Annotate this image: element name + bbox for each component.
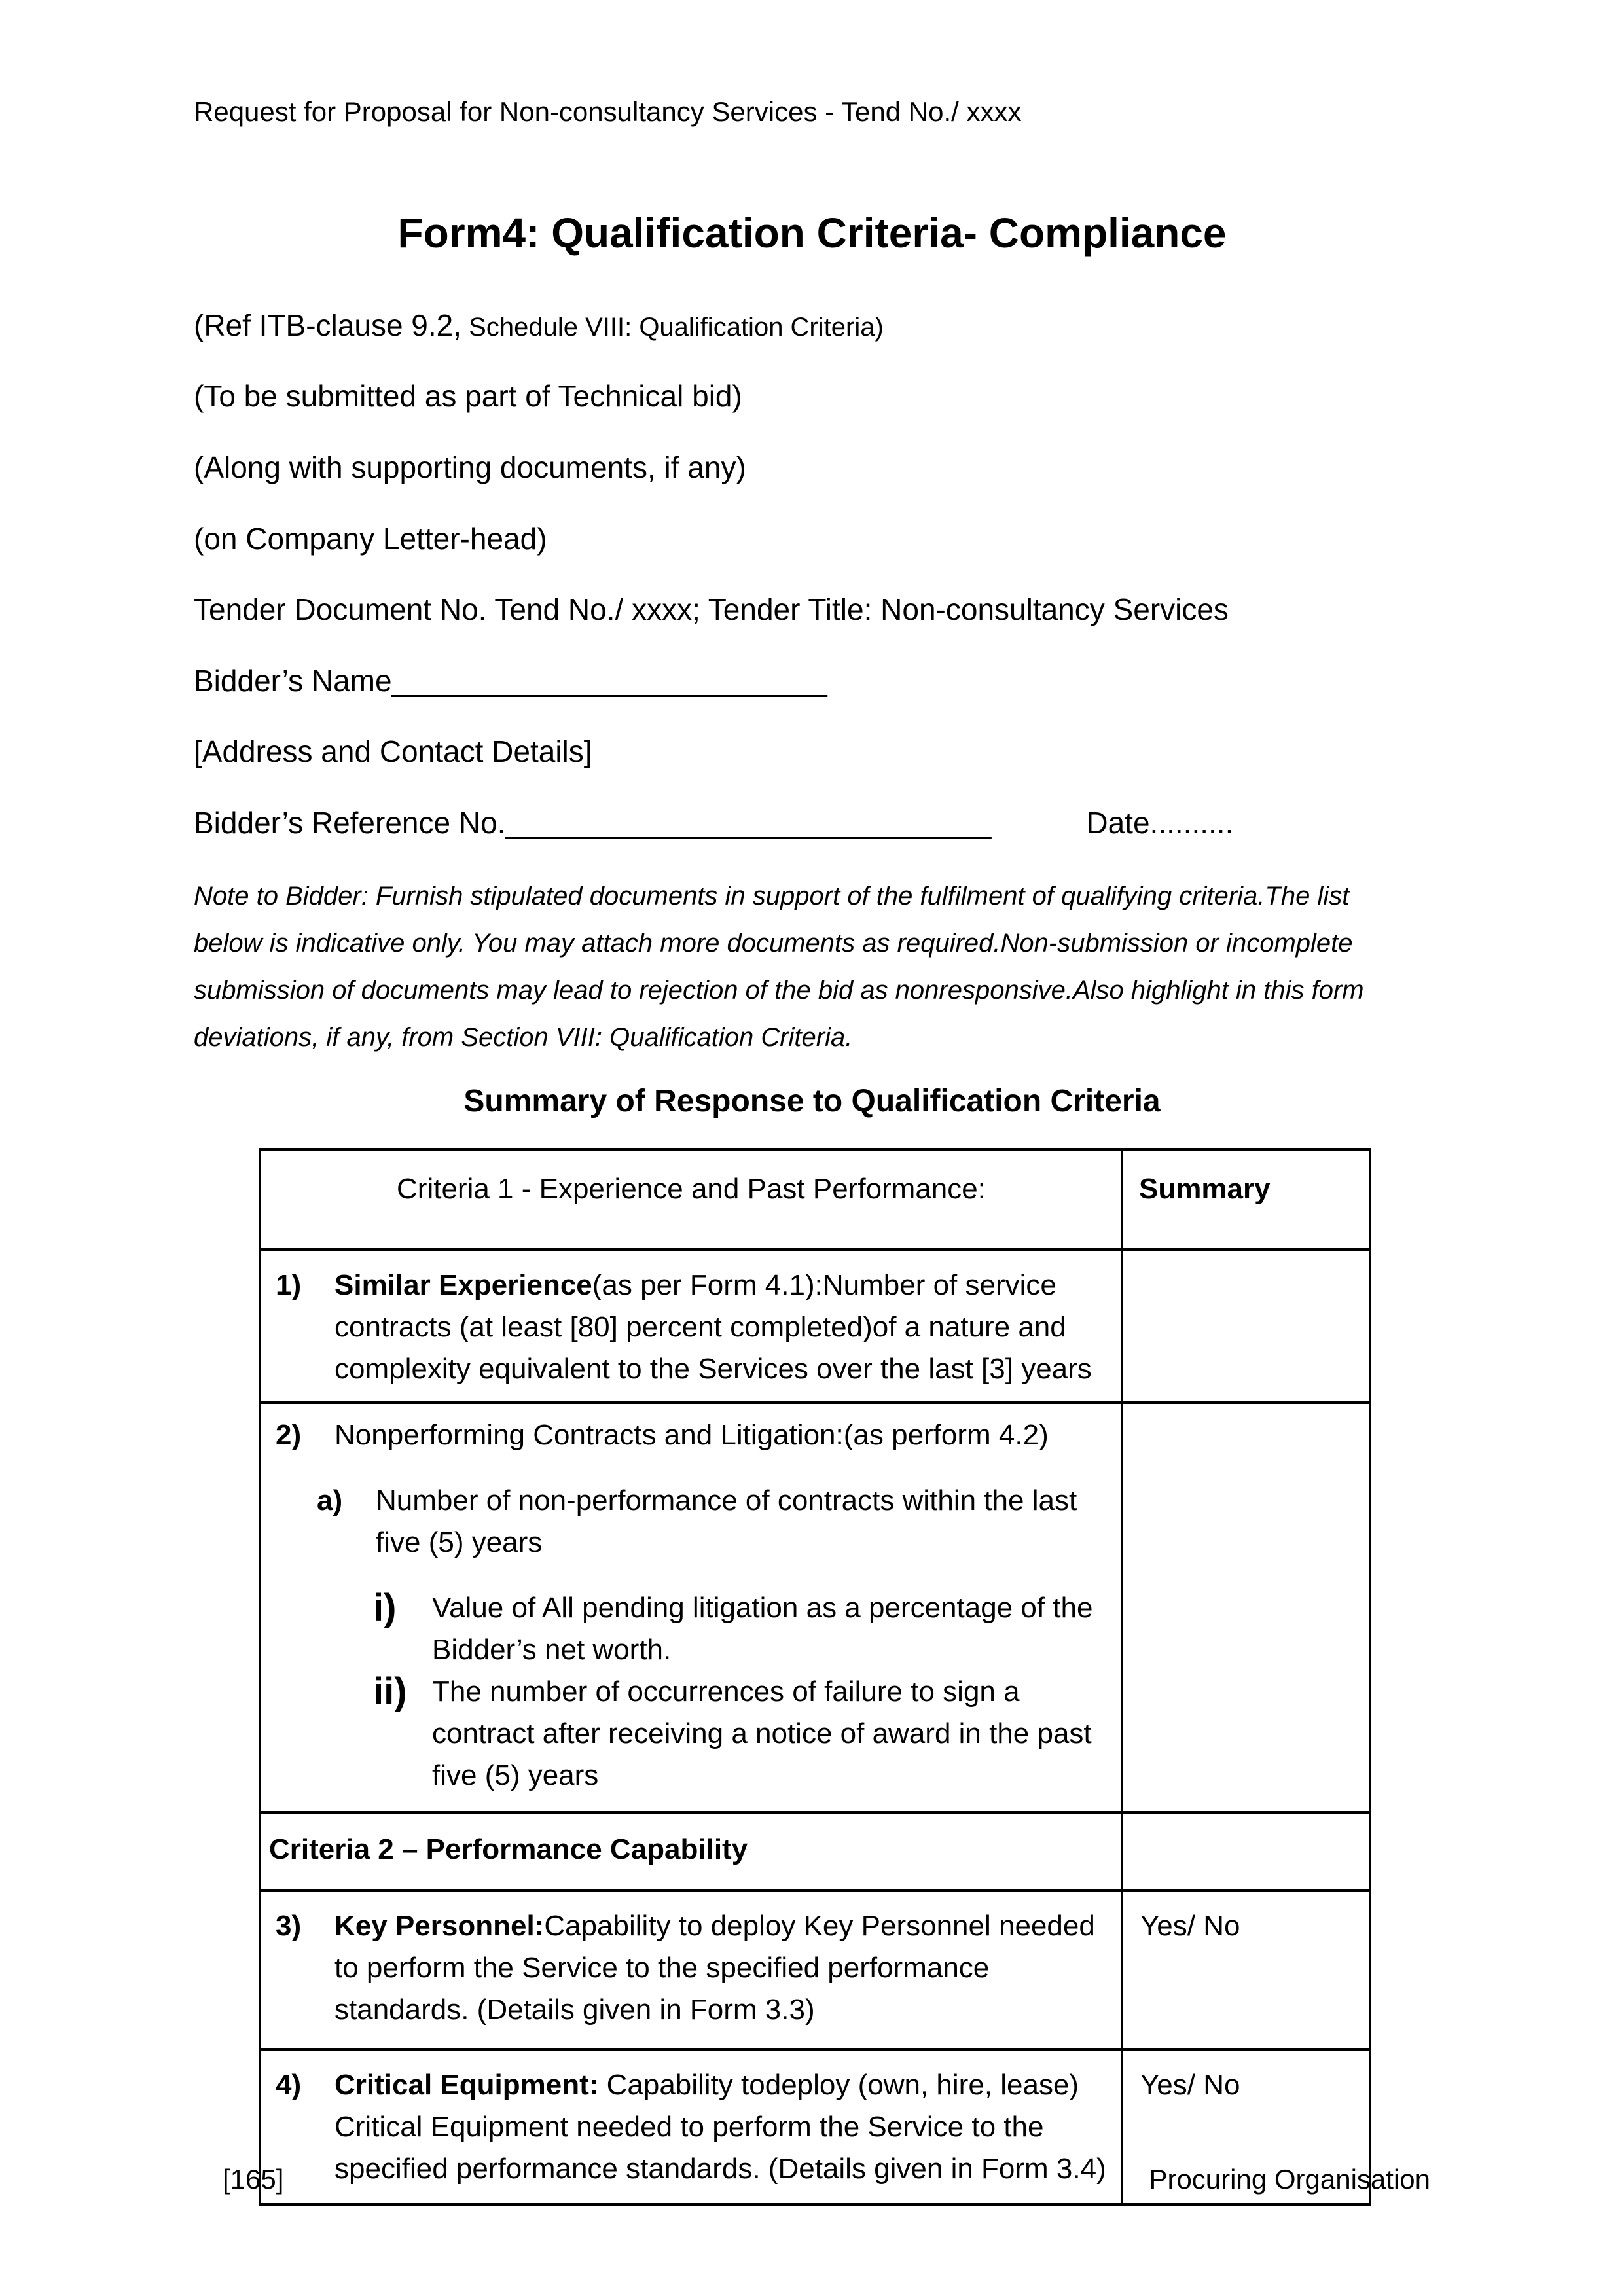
sub-item-text: The number of occurrences of failure to sign a contract after receiving a notice of award in the past five (5) years xyxy=(432,1675,1092,1791)
note-line: submission of documents may lead to rejection of the bid as nonresponsive.Also highlight in this form xyxy=(194,975,1364,1005)
bidder-name-blank: __________________________ xyxy=(391,663,827,698)
row-similar-experience xyxy=(261,1249,1370,1402)
ref-line-main: (Ref ITB-clause 9.2, xyxy=(194,308,462,342)
item-number: 1) xyxy=(276,1268,302,1301)
similar-experience-cell xyxy=(261,1249,1123,1402)
table-caption: Summary of Response to Qualification Criteria xyxy=(463,1083,1161,1119)
sub-item-a xyxy=(317,1480,1108,1564)
nonperforming-cell xyxy=(261,1402,1123,1812)
supporting-docs-line: (Along with supporting documents, if any) xyxy=(194,450,746,484)
sub-item-text: Number of non-performance of contracts within the last five (5) years xyxy=(376,1484,1077,1558)
item-body-text: Capability todeploy (own, hire, lease) Critical Equipment needed to perform the Service to the specified performance standards. (Details given in Form 3.4) xyxy=(334,2068,1106,2185)
key-personnel-cell xyxy=(261,1890,1123,2049)
sub-item-text: Value of All pending litigation as a percentage of the Bidder’s net worth. xyxy=(432,1591,1093,1666)
item-body-text: (as per Form 4.1):Number of service contracts (at least [80] percent completed)of a nature and complexity equivalent to the Services over the last [3] years xyxy=(334,1268,1092,1385)
note-line: Note to Bidder: Furnish stipulated documents in support of the fulfilment of qualifying criteria.The list xyxy=(194,881,1350,910)
item-text: Nonperforming Contracts and Litigation:(as perform 4.2) xyxy=(334,1418,1049,1451)
summary-cell: Yes/ No xyxy=(1123,2049,1370,2204)
address-line: [Address and Contact Details] xyxy=(194,734,592,769)
summary-header-cell: Summary xyxy=(1123,1149,1370,1249)
bidder-name-line xyxy=(194,664,1430,698)
page-title: Form4: Qualification Criteria- Compliance xyxy=(397,209,1227,257)
table-header-row xyxy=(261,1149,1370,1249)
item-number: 4) xyxy=(276,2068,302,2101)
sub-item-marker: i) xyxy=(373,1586,397,1629)
page-footer xyxy=(223,2164,1430,2195)
item-bold-lead: Critical Equipment: xyxy=(334,2068,599,2101)
criteria2-section-cell: Criteria 2 – Performance Capability xyxy=(261,1812,1123,1890)
summary-cell xyxy=(1123,1812,1370,1890)
sub-item-ii xyxy=(373,1671,1108,1797)
ref-line-sub: Schedule VIII: Qualification Criteria) xyxy=(461,312,884,342)
sub-item-i xyxy=(373,1587,1108,1671)
bidder-ref-label: Bidder’s Reference No. xyxy=(194,805,506,840)
qualification-table xyxy=(259,1148,1371,2206)
bidder-ref-line xyxy=(194,806,1430,840)
item-text xyxy=(334,1905,1108,2031)
summary-cell xyxy=(1123,1402,1370,1812)
item-number: 3) xyxy=(276,1909,302,1942)
date-label: Date.......... xyxy=(1086,805,1234,840)
summary-cell: Yes/ No xyxy=(1123,1890,1370,2049)
running-header: Request for Proposal for Non-consultancy Services - Tend No./ xxxx xyxy=(194,96,1022,127)
row-key-personnel xyxy=(261,1890,1370,2049)
note-line: deviations, if any, from Section VIII: Qualification Criteria. xyxy=(194,1022,853,1052)
ref-line xyxy=(194,309,1430,342)
row-nonperforming-contracts xyxy=(261,1402,1370,1812)
summary-cell xyxy=(1123,1249,1370,1402)
item-text xyxy=(334,1265,1108,1390)
technical-bid-line: (To be submitted as part of Technical bid) xyxy=(194,379,742,414)
letterhead-line: (on Company Letter-head) xyxy=(194,521,547,556)
item-body-text: Capability to deploy Key Personnel needed to perform the Service to the specified performance standards. (Details given in Form 3.3) xyxy=(334,1909,1095,2026)
criteria1-header-cell: Criteria 1 - Experience and Past Performance: xyxy=(261,1149,1123,1249)
bidder-name-label: Bidder’s Name xyxy=(194,663,392,698)
document-body xyxy=(194,309,1430,2206)
item-bold-lead: Similar Experience xyxy=(334,1268,592,1301)
footer-page-number: [165] xyxy=(223,2164,284,2195)
sub-item-marker: a) xyxy=(317,1484,343,1516)
bidder-ref-blank: _____________________________ xyxy=(505,805,992,840)
footer-organisation: Procuring Organisation xyxy=(1149,2164,1430,2195)
note-to-bidder xyxy=(194,872,1430,1061)
item-bold-lead: Key Personnel: xyxy=(334,1909,545,1942)
sub-item-marker: ii) xyxy=(373,1670,407,1713)
row-criteria2-section xyxy=(261,1812,1370,1890)
item-number: 2) xyxy=(276,1418,302,1451)
note-line: below is indicative only. You may attach more documents as required.Non-submission or incomplete xyxy=(194,928,1353,958)
tender-line: Tender Document No. Tend No./ xxxx; Tender Title: Non-consultancy Services xyxy=(194,592,1229,627)
